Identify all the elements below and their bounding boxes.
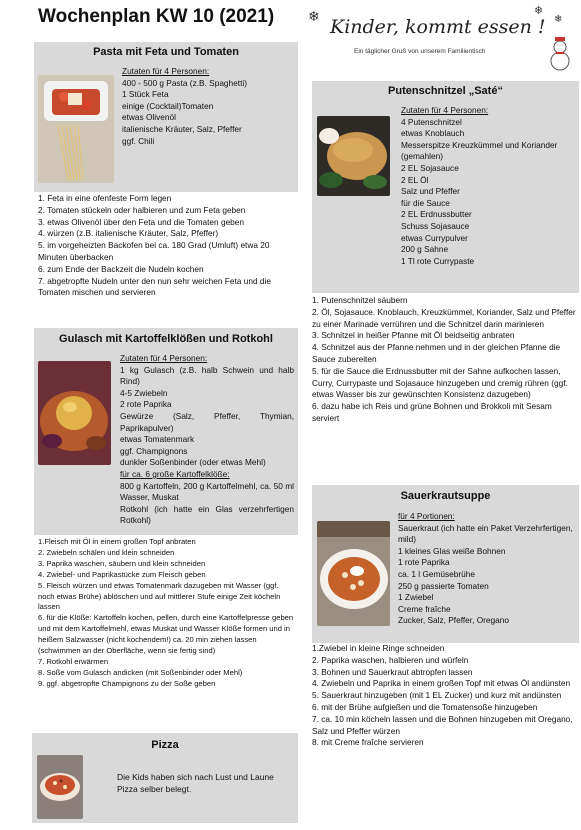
step-item: 8. mit Creme fraîche servieren: [312, 737, 424, 748]
ingredient-item: Schuss Sojasauce: [401, 220, 470, 231]
step-item: 1. Putenschnitzel säubern: [312, 295, 408, 305]
ingredient-item: ggf. Champignons: [120, 445, 188, 456]
ingredient-item: etwas Olivenöl: [122, 112, 176, 123]
ingredient-item: italienische Kräuter, Salz, Pfeffer: [122, 123, 242, 134]
ingredients-puten: [401, 105, 577, 267]
steps-sauerkraut: [312, 643, 578, 749]
ingredient-item: 1 Zwiebel: [398, 592, 434, 603]
snowman-icon: [546, 34, 574, 72]
ingredient-item: 400 - 500 g Pasta (z.B. Spaghetti): [122, 77, 247, 88]
pizza-text: [117, 771, 277, 795]
recipe-title-sauerkraut: Sauerkrautsuppe: [400, 490, 491, 502]
ingredient-item: 1 kg Gulasch (z.B. halb Schwein und halb Rind): [120, 364, 294, 387]
ingredient-item: etwas Currypulver: [401, 232, 468, 243]
recipe-title-pizza: Pizza: [151, 739, 179, 751]
step-item: 1. Feta in eine ofenfeste Form legen: [38, 193, 172, 203]
step-item: 1.Zwiebel in kleine Ringe schneiden: [312, 643, 445, 653]
step-item: 3. Bohnen und Sauerkraut abtropfen lassen: [312, 666, 473, 677]
recipe-title-puten: Putenschnitzel „Saté“: [388, 85, 503, 97]
pasta-photo: [38, 75, 114, 183]
ingredient-item: 800 g Kartoffeln, 200 g Kartoffelmehl, ca. 50 ml Wasser, Muskat: [120, 480, 294, 503]
ingredient-item: 1 Stück Feta: [122, 89, 169, 100]
step-item: 2. Öl, Sojasauce. Knoblauch, Kreuzkümmel, Koriander, Salz und Pfeffer zu einer Marinade verrühren und die Schnitzel darin marinieren: [312, 306, 576, 329]
step-item: 5. für die Sauce die Erdnussbutter mit der Sahne aufkochen lassen, Curry, Currypaste und Sojasauce hinzugeben und cremig rühren (ggf. etwas Wasser bis zur gewünschten Konsistenz dazugeben): [312, 365, 568, 400]
ingredient-item: Salz und Pfeffer: [401, 186, 460, 197]
ingredients-heading: Zutaten für 4 Personen:: [122, 66, 210, 76]
ingredient-item: für die Sauce: [401, 197, 450, 208]
ingredient-item: ggf. Chili: [122, 135, 155, 146]
recipe-title-pasta: Pasta mit Feta und Tomaten: [93, 46, 239, 58]
ingredients-gulasch: [120, 353, 294, 527]
step-item: 2. Zwiebeln schälen und klein schneiden: [38, 547, 175, 557]
step-item: 1.Fleisch mit Öl in einem großen Topf anbraten: [38, 537, 196, 546]
ingredient-item: 2 EL Öl: [401, 174, 429, 185]
ingredient-item: Zucker, Salz, Pfeffer, Oregano: [398, 615, 509, 626]
ingredient-item: 4 Putenschnitzel: [401, 116, 462, 127]
ingredients-heading: Zutaten für 4 Personen:: [401, 105, 489, 115]
step-item: 2. Tomaten stückeln oder halbieren und zum Feta geben: [38, 204, 246, 215]
ingredient-item: 250 g passierte Tomaten: [398, 580, 489, 591]
ingredient-item: Messerspitze Kreuzkümmel und Koriander (gemahlen): [401, 139, 558, 162]
sauerkraut-photo: [317, 521, 390, 626]
ingredients-heading: für 4 Portionen:: [398, 511, 455, 521]
step-item: 4. würzen (z.B. italienische Kräuter, Salz, Pfeffer): [38, 228, 219, 239]
ingredient-item: 200 g Sahne: [401, 244, 449, 255]
page-title: Wochenplan KW 10 (2021): [38, 6, 275, 27]
gulasch-photo: [38, 361, 111, 465]
step-item: 5. Sauerkraut hinzugeben (mit 1 EL Zucker) und kurz mit andünsten: [312, 690, 562, 701]
ingredient-item: 2 EL Erdnussbutter: [401, 209, 472, 220]
step-item: 7. Rotkohl erwärmen: [38, 656, 109, 666]
logo-subtitle: Ein täglicher Gruß von unserem Familientisch: [354, 48, 486, 55]
pizza-photo: [37, 755, 83, 819]
ingredients-sauerkraut: [398, 511, 576, 627]
step-item: 4. Zwiebel- und Paprikastücke zum Fleisch geben: [38, 569, 206, 579]
ingredient-item: 2 rote Paprika: [120, 399, 172, 410]
ingredient-item: 1 rote Paprika: [398, 557, 450, 568]
snowflake-icon: ❄: [534, 5, 544, 17]
ingredient-item: ca. 1 l Gemüsebrühe: [398, 568, 476, 579]
step-item: 6. mit der Brühe aufgießen und die Tomatensoße hinzugeben: [312, 701, 538, 712]
ingredient-item: Rotkohl (ich hatte ein Glas verzehrfertigen Rotkohl): [120, 503, 294, 526]
recipe-title-gulasch: Gulasch mit Kartoffelklößen und Rotkohl: [59, 333, 273, 345]
ingredient-item: Gewürze (Salz, Pfeffer, Thymian, Paprikapulver): [120, 410, 294, 433]
step-item: 2. Paprika waschen, halbieren und würfeln: [312, 654, 469, 665]
ingredient-item: etwas Knoblauch: [401, 128, 465, 139]
steps-puten: [312, 295, 578, 425]
steps-gulasch: [38, 537, 296, 690]
step-item: 7. abgetropfte Nudeln unter den nun sehr weichen Feta und die Tomaten mischen und servieren: [38, 275, 271, 298]
ingredient-item: dunkler Soßenbinder (oder etwas Mehl): [120, 457, 266, 468]
logo: [308, 4, 578, 74]
ingredient-item: Creme fraîche: [398, 603, 451, 614]
step-item: 6. zum Ende der Backzeit die Nudeln kochen: [38, 263, 204, 274]
steps-pasta: [38, 193, 300, 299]
step-item: 5. Fleisch würzen und etwas Tomatenmark dazugeben mit Wasser (ggf. noch etwas Brühe) ablöschen und auf mittlerer Stufe einige Zeit köcheln lassen: [38, 580, 281, 612]
ingredient-item: einige (Cocktail)Tomaten: [122, 100, 214, 111]
step-item: 3. Paprika waschen, säubern und klein schneiden: [38, 558, 206, 568]
dumplings-heading: für ca. 6 große Kartoffelklöße:: [120, 468, 230, 479]
step-item: 6. für die Klöße: Kartoffeln kochen, pellen, durch eine Kartoffelpresse geben und mit dem Kartoffelmehl, etwas Muskat und Wasser Klöße formen und in heißem Salzwasser (nicht kochendem!) ca. 20 min ziehen lassen (schwimmen an der Oberfläche, wenn sie fertig sind): [38, 613, 294, 656]
step-item: 9. ggf. abgetropfte Champignons zu der Soße geben: [38, 678, 216, 688]
step-item: 3. etwas Olivenöl über den Feta und die Tomaten geben: [38, 216, 245, 227]
step-item: 6. dazu habe ich Reis und grüne Bohnen und Brokkoli mit Sesam serviert: [312, 401, 552, 423]
step-item: 7. ca. 10 min köcheln lassen und die Bohnen hinzugeben mit Oregano, Salz und Pfeffer würzen: [312, 713, 573, 736]
ingredients-heading: Zutaten für 4 Personen:: [120, 353, 208, 363]
ingredients-pasta: [122, 66, 296, 147]
step-item: 3. Schnitzel in heißer Pfanne mit Öl beidseitig anbraten: [312, 330, 515, 341]
step-item: 5. im vorgeheizten Backofen bei ca. 180 Grad (Umluft) etwa 20 Minuten überbacken: [38, 240, 270, 262]
step-item: 8. Soße vom Gulasch andicken (mit Soßenbinder oder Mehl): [38, 667, 243, 677]
ingredient-item: 4-5 Zwiebeln: [120, 387, 168, 398]
ingredient-item: 2 EL Sojasauce: [401, 162, 459, 173]
step-item: 4. Zwiebeln und Paprika in einem großen Topf mit etwas Öl andünsten: [312, 678, 571, 689]
puten-photo: [317, 116, 390, 196]
ingredient-item: Sauerkraut (ich hatte ein Paket Verzehrfertigen, mild): [398, 522, 573, 545]
step-item: 4. Schnitzel aus der Pfanne nehmen und in der gleichen Pfanne die Sauce zubereiten: [312, 342, 561, 364]
snowflake-icon: ❄: [308, 8, 320, 24]
pizza-description: Die Kids haben sich nach Lust und Laune Pizza selber belegt.: [117, 772, 274, 794]
snowflake-icon: ❄: [554, 14, 563, 25]
ingredient-item: 1 Tl rote Currypaste: [401, 255, 475, 266]
ingredient-item: etwas Tomatenmark: [120, 434, 195, 445]
ingredient-item: 1 kleines Glas weiße Bohnen: [398, 545, 506, 556]
logo-script-text: Kinder, kommt essen !: [330, 16, 546, 38]
